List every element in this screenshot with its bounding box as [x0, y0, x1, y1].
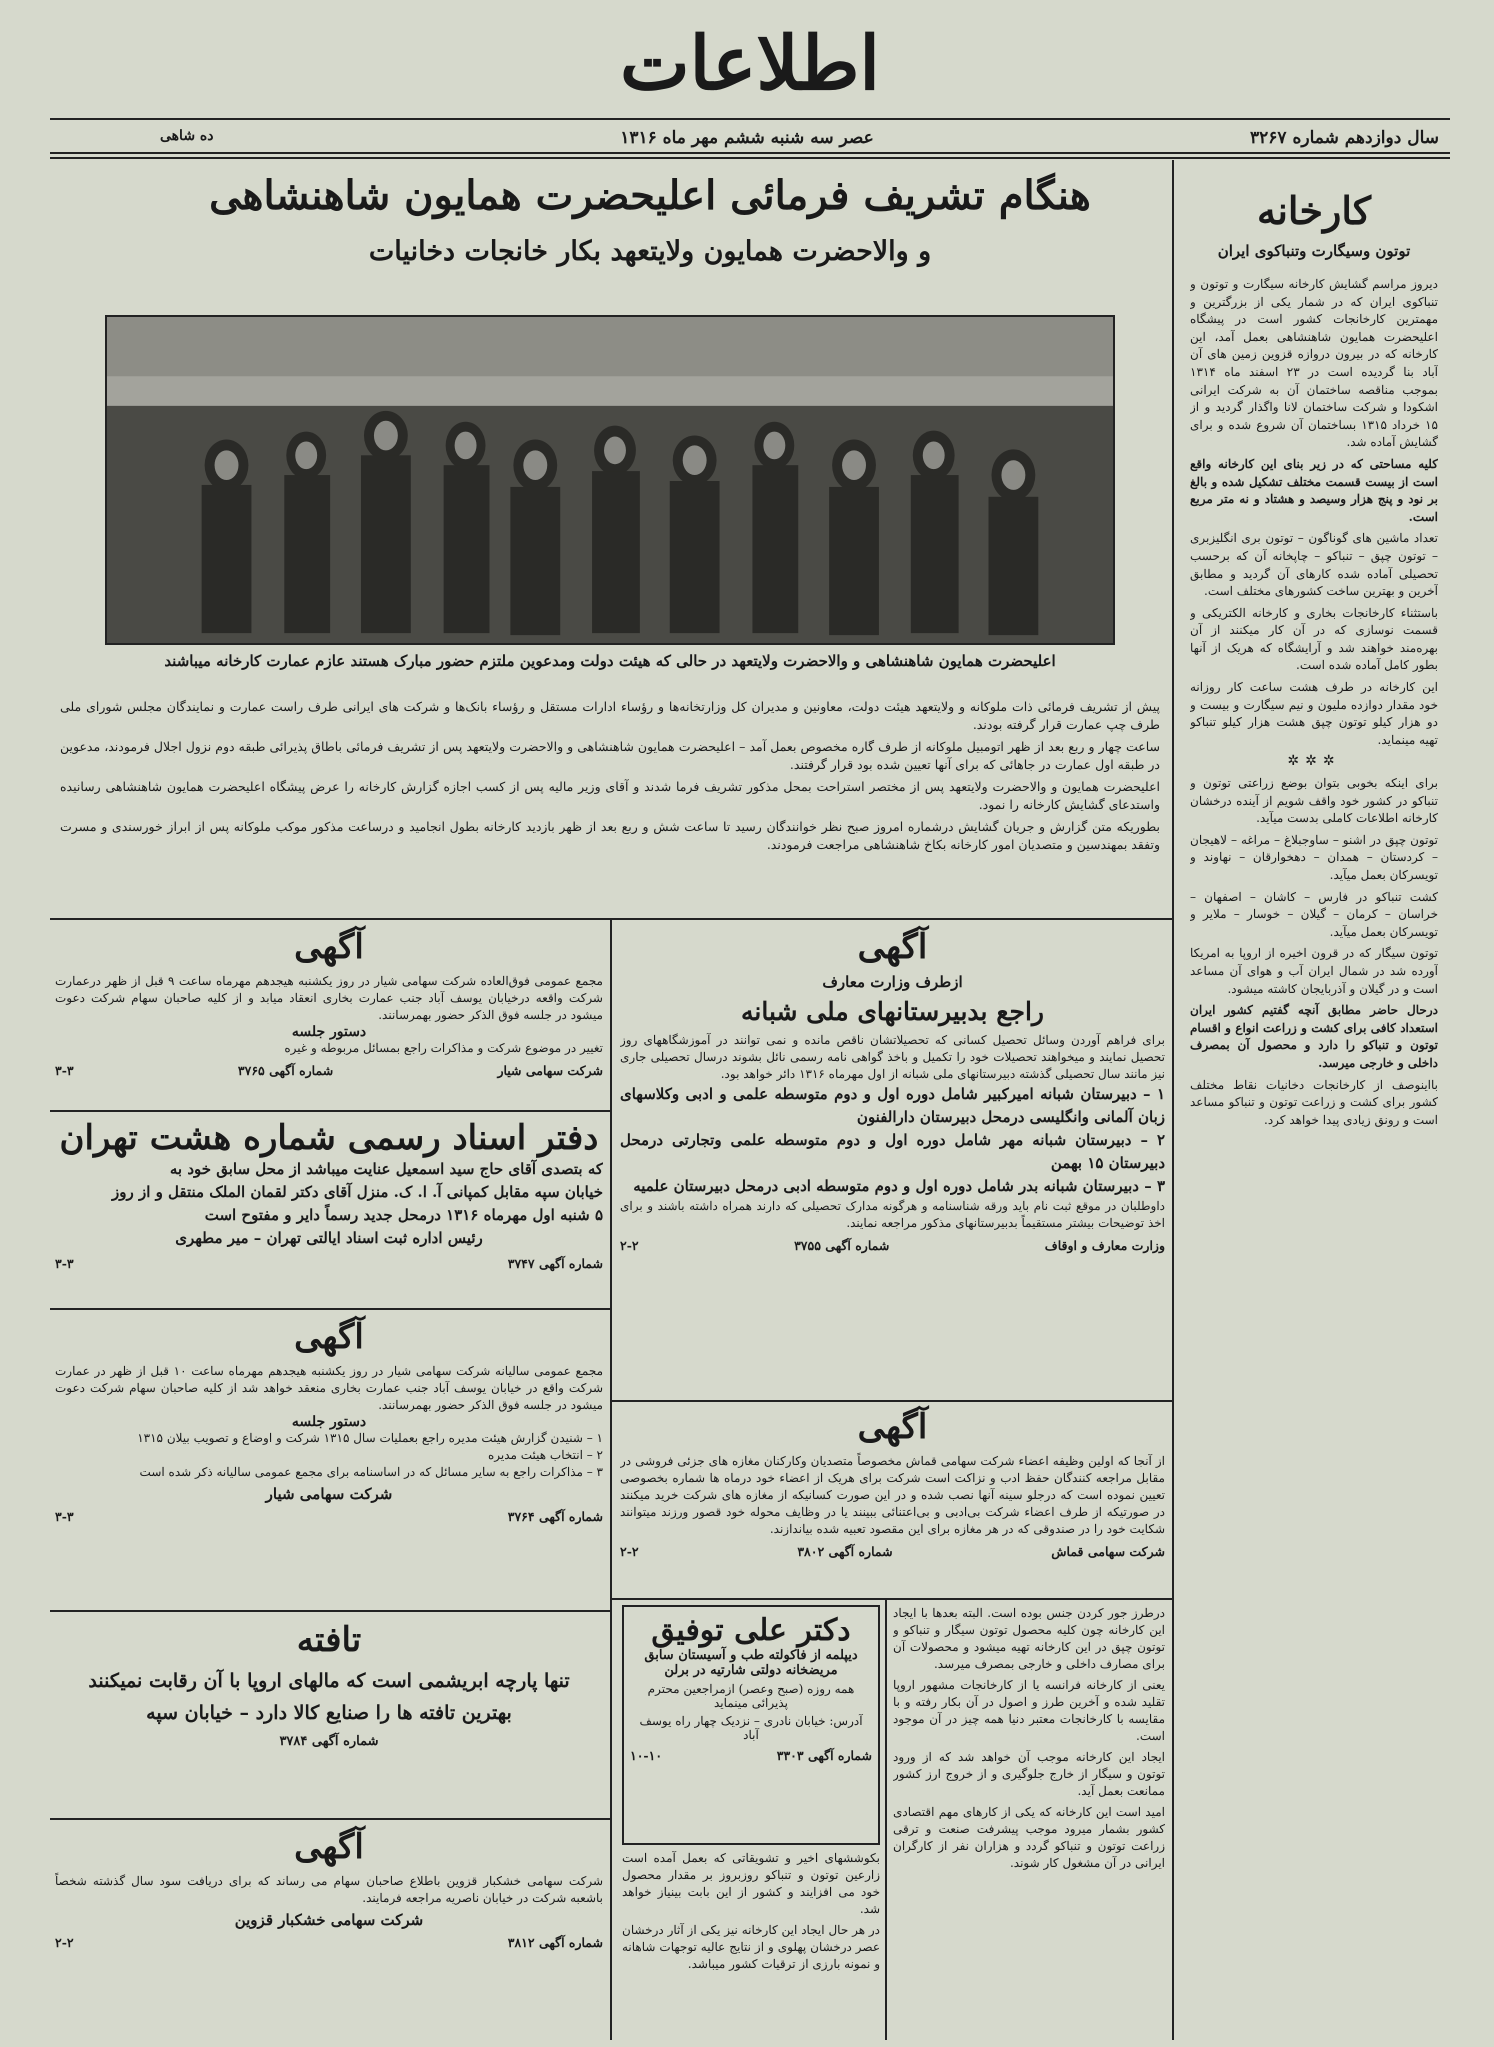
sidebar-paragraph: بااینوصف از کارخانجات دخانیات نقاط مختلف کشور برای کشت و زراعت توتون و تنباکو مساعد است و رونق زیادی پیدا خواهد کرد. [1190, 1077, 1438, 1127]
school-item: ۱ – دبیرستان شبانه امیرکبیر شامل دوره اول و دوم متوسطه علمی و ادبی وکلاسهای زبان آلمانی وانگلیسی درمحل دبیرستان دارالفنون [620, 1085, 1165, 1126]
issue-date: عصر سه شنبه ششم مهر ماه ۱۳۱۶ [620, 128, 874, 148]
ad-footer [620, 1544, 1165, 1559]
ad-title: تافته [296, 1620, 362, 1660]
ad-separator [50, 1818, 610, 1820]
sidebar-paragraph: این کارخانه در طرف هشت ساعت کار روزانه خود مقدار دوازده ملیون و نیم سیگارت و بیست و دو هزار کیلو توتون چپق هشت هزار کیلو تنباکو تهیه مینماید. [1190, 680, 1438, 747]
doctor-credential: دیپلمه از فاکولته طب و آسیستان سابق [644, 1648, 858, 1663]
ad-separator [50, 1110, 610, 1112]
issue-price: ده شاهی [160, 128, 214, 144]
ad-sign: شرکت سهامی شیار [265, 1485, 393, 1503]
continued-article-lower [622, 1850, 880, 2040]
sidebar-article [1190, 276, 1438, 2036]
lead-paragraph: ساعت چهار و ربع بعد از ظهر اتومبیل ملوکانه از طرف گاره مخصوص بعمل آمد – اعلیحضرت همایون شاهنشاهی و والاحضرت ولایتعهد پس از تشریف فرمائی باطاق پذیرائی طبقه دوم نزول اجلال فرمودند، مدعوین در طبقه اول عمارت در جاهائی که برای آنها تعیین شده بود قرار گرفتند. [60, 739, 1160, 772]
ad-sign: شرکت سهامی خشکبار قزوین [234, 1911, 424, 1929]
ad-title: آگهی [857, 927, 928, 967]
sidebar-paragraph: کلیه مساحتی که در زیر بنای این کارخانه واقع است از بیست قسمت مختلف تشکیل شده و بالغ بر نود و پنج هزار وسیصد و هشتاد و نه متر مربع است. [1190, 456, 1438, 524]
continued-paragraph: در هر حال ایجاد این کارخانه نیز یکی از آثار درخشان عصر درخشان پهلوی و از نتایج عالیه توجهات شاهانه و نمونه بارزی از ترقیات کشور میباشد. [622, 1923, 880, 1971]
ad-ref: شماره آگهی ۳۷۴۷ [507, 1256, 603, 1271]
ad-separator [50, 1308, 610, 1310]
ad-count: ۱۰-۱۰ [630, 1748, 663, 1763]
ad-shiar-annual [55, 1315, 603, 1605]
ad-ref: شماره آگهی ۳۷۸۴ [279, 1734, 379, 1749]
agenda-item: ۲ – انتخاب هیئت مدیره [487, 1448, 603, 1462]
sidebar-paragraph: تعداد ماشین های گوناگون – توتون بری انگلیزبری – توتون چپق – تنباکو – چاپخانه آن که برحسب تحصیلی آماده شده کارهای آن گردید و مطابق آخرین و بهترین ساخت کشورهای مختلف است. [1190, 531, 1438, 599]
header-rule-double [50, 157, 1450, 159]
sidebar-paragraph: درحال حاضر مطابق آنچه گفتیم کشور ایران استعداد کافی برای کشت و زراعت انواع و اقسام توتون و تنباکو را دارد و محصول آن بمصرف داخلی و خارجی میرسد. [1190, 1003, 1438, 1070]
column-divider-lower [885, 1600, 887, 2040]
ad-ref: شماره آگهی ۳۸۰۲ [797, 1544, 893, 1559]
ad-ref: شماره آگهی ۳۸۱۲ [507, 1935, 603, 1950]
issue-number: سال دوازدهم شماره ۳۲۶۷ [1250, 128, 1439, 148]
agenda-text: تغییر در موضوع شرکت و مذاکرات راجع بمسائل مربوطه و غیره [284, 1041, 603, 1055]
ad-footer [55, 1256, 603, 1271]
ad-sign: شرکت سهامی قماش [1051, 1544, 1165, 1559]
doctor-hours: همه روزه (صبح وعصر) ازمراجعین محترم پذیرائی مینماید [647, 1682, 855, 1710]
header-rule-top [50, 118, 1450, 120]
ad-footer [55, 1063, 603, 1078]
continued-paragraph: درطرز جور کردن جنس بوده است. البته بعدها با ایجاد این کارخانه چون کلیه محصول توتون سیگار و تنباکو و توتون چپق در این کارخانه تهیه میشود و محصولات آن برای مصارف داخلی و خارجی بمصرف میرسد. [893, 1606, 1165, 1671]
ad-count: ۲-۲ [620, 1544, 639, 1559]
lead-paragraph: بطوریکه متن گزارش و جریان گشایش درشماره امروز صبح نظر خوانندگان رسید تا ساعت شش و ربع بعد از ظهر بازدید کارخانه بطول انجامید و درساعت مذکور موکب ملوکانه پس از ابراز خورسندی و مسرت وتفقد بمهندسین و متصدیان امور کارخانه بکاخ شاهنشاهی مراجعت فرمودند. [60, 819, 1160, 852]
ad-title: آگهی [294, 1317, 364, 1357]
ad-ref: شماره آگهی ۳۷۵۵ [794, 1238, 890, 1253]
ad-footer [630, 1748, 872, 1763]
lead-article [60, 698, 1160, 920]
ad-separator [612, 1400, 1172, 1402]
sidebar-section-ornament: ✲✲✲ [1287, 753, 1341, 770]
school-item: ۲ – دبیرستان شبانه مهر شامل دوره اول و دوم متوسطه علمی وتجارتی درمحل دبیرستان ۱۵ بهمن [620, 1131, 1165, 1172]
ad-from: ازطرف وزارت معارف [822, 973, 963, 991]
agenda-item: ۱ – شنیدن گزارش هیئت مدیره راجع بعملیات سال ۱۳۱۵ شرکت و اوضاع و تصویب بیلان ۱۳۱۵ [137, 1431, 603, 1445]
ad-ref: شماره آگهی ۳۳۰۳ [776, 1748, 872, 1763]
lead-photo [105, 315, 1115, 645]
continued-paragraph: بکوششهای اخیر و تشویقاتی که بعمل آمده است زارعین توتون و تنباکو روزبروز بر مقدار محصول خود می افزایند و کشور از این بابت بینیاز خواهد شد. [622, 1851, 880, 1916]
ad-text: مجمع عمومی سالیانه شرکت سهامی شیار در روز یکشنبه هیجدهم مهرماه ساعت ۱۰ قبل از ظهر در عمارت شرکت واقع در خیابان یوسف آباد جنب عمارت بخاری منعقد خواهد شد از کلیه صاحبان سهام شرکت دعوت میشود در جلسه فوق الذکر حضور بهمرسانند. [55, 1364, 603, 1412]
ad-footer [620, 1238, 1165, 1253]
doctor-name: دکتر علی توفیق [651, 1613, 851, 1648]
ad-separator [50, 1610, 610, 1612]
ad-title: آگهی [294, 1827, 364, 1867]
ad-ministry-education [620, 925, 1165, 1395]
lead-paragraph: پیش از تشریف فرمائی ذات ملوکانه و ولایتعهد هیئت دولت، معاونین و مدیران کل وزارتخانه‌ها و رؤساء ادارات مستقل و رؤساء بانک‌ها و شرکت های ایرانی طرف راست عمارت و نمایندگان مجلس شورای ملی طرف چپ عمارت قرار گرفته بودند. [60, 699, 1160, 732]
ad-title: آگهی [857, 1407, 928, 1447]
ad-notary-office [55, 1118, 603, 1303]
notary-sign: رئیس اداره ثبت اسناد ایالتی تهران – میر مطهری [175, 1229, 483, 1247]
ad-doctor [622, 1605, 880, 1845]
ad-tafteh [55, 1618, 603, 1813]
ad-title: آگهی [294, 927, 364, 967]
ad-count: ۳-۳ [55, 1256, 74, 1271]
ad-ref: شماره آگهی ۳۷۶۵ [237, 1063, 334, 1078]
doctor-address: آدرس: خیابان نادری – نزدیک چهار راه یوسف آباد [639, 1714, 863, 1742]
ad-ref: شماره آگهی ۳۷۶۴ [507, 1509, 603, 1524]
ad-qomash [620, 1405, 1165, 1595]
ad-footer [55, 1935, 603, 1950]
lead-headline: هنگام تشریف فرمائی اعلیحضرت همایون شاهنشاهی [209, 172, 1091, 219]
lead-subheadline: و والاحضرت همایون ولایتعهد بکار خانجات دخانیات [368, 236, 932, 267]
sidebar-paragraph: توتون سیگار که در قرون اخیره از اروپا به امریکا آورده شد در شمال ایران آب و هوای آن مساعد است و در گیلان و آذربایجان کاشته میشود. [1190, 946, 1438, 996]
sidebar-paragraph: کشت تنباکو در فارس – کاشان – اصفهان – خراسان – کرمان – گیلان – خوسار – ملایر و تویسرکان بعمل میآید. [1190, 889, 1438, 939]
ad-text: از آنجا که اولین وظیفه اعضاء شرکت سهامی قماش مخصوصاً متصدیان وکارکنان مغازه های جزئی فروشی در مقابل مراجعه کنندگان حفظ ادب و نزاکت است شرکت برای هریک از اعضاء خود درماه ها شماره بخصوصی تعیین نموده است که درجلو سینه آنها نصب شده و در این صورت کسانیکه از مغازه های شرکت خرید میکنند در صورتیکه از طرف اعضاء شرکت بی‌ادبی و بی‌اعتنائی ببینند یا در وظایف محوله خود قصور ورزند میتوانند شکایت خود را در صندوقی که در هر مغازه برای این مقصود تعبیه شده بیاندازند. [620, 1454, 1165, 1536]
ad-text: برای فراهم آوردن وسائل تحصیل کسانی که تحصیلاتشان ناقص مانده و نمی توانند در آموزشگاههای روز تحصیل نمایند و میخواهند تحصیلات خود را تکمیل و باخذ گواهی نامه رسمی نائل بشوند درسال تحصیلی جاری نیز مانند سال تحصیلی گذشته دبیرستانهای ملی شبانه از اول مهرماه ۱۳۱۶ دائر خواهد بود. [620, 1033, 1165, 1081]
ad-shiar-extraordinary [55, 925, 603, 1105]
sidebar-paragraph: برای اینکه بخوبی بتوان بوضع زراعتی توتون و تنباکو در کشور خود واقف شویم از آینده درخشان کارخانه اطلاعات کاملی بدست میآید. [1190, 776, 1438, 826]
agenda-title: دستور جلسه [291, 1024, 367, 1040]
lead-paragraph: اعلیحضرت همایون و والاحضرت ولایتعهد پس از مختصر استراحت بمحل مذکور تشریف فرما شدند و آقای وزیر مالیه پس از کسب اجازه گزارش کارخانه را عرض پیشگاه اعلیحضرت همایون شاهنشاهی رسانیده واستدعای گشایش کارخانه را نمود. [60, 779, 1160, 812]
continued-article [893, 1605, 1165, 2040]
notary-line: ۵ شنبه اول مهرماه ۱۳۱۶ درمحل جدید رسماً دایر و مفتوح است [204, 1206, 603, 1224]
sidebar-paragraph: باستثناء کارخانجات بخاری و کارخانه الکتریکی و قسمت نوسازی که در آن کار میکنند از آن بهره‌مند خواهند شد و آرایشگاه که هریک از آنها بطور کامل آماده شده است. [1190, 605, 1438, 673]
ad-text: مجمع عمومی فوق‌العاده شرکت سهامی شیار در روز یکشنبه هیجدهم مهرماه ساعت ۹ قبل از ظهر درعمارت شرکت واقعه درخیابان یوسف آباد جنب عمارت بخاری انعقاد میابد و از کلیه صاحبان سهام شرکت دعوت میشود در جلسه فوق الذکر حضور بهمرسانند. [55, 974, 603, 1022]
sidebar-paragraph: توتون چپق در اشنو – ساوجبلاغ – مراغه – لاهیجان – کردستان – همدان – دهخوارقان – نهاوند و تویسرکان بعمل میآید. [1190, 832, 1438, 882]
ad-khoshkbar [55, 1825, 603, 2040]
ad-count: ۲-۲ [620, 1238, 639, 1253]
crowd-photo-illustration [107, 317, 1113, 643]
continued-paragraph: ایجاد این کارخانه موجب آن خواهد شد که از ورود توتون و سیگار از خارج جلوگیری و از خروج ارز کشور ممانعت بعمل آید. [893, 1750, 1165, 1798]
sidebar-divider [1172, 160, 1174, 2040]
ad-footer [55, 1509, 603, 1524]
ad-count: ۳-۳ [55, 1063, 74, 1078]
continued-paragraph: یعنی از کارخانه فرانسه یا از کارخانجات مشهور اروپا تقلید شده و آخرین طرز و اصول در آن بکار رفته و با مقایسه با کارخانجات معتبر دنیا همه چیز در آن موجود است. [893, 1678, 1165, 1743]
ad-separator [612, 1598, 1172, 1600]
header-rule-bottom [50, 152, 1450, 154]
newspaper-masthead: اطلاعات [620, 21, 880, 107]
school-item: ۳ – دبیرستان شبانه بدر شامل دوره اول و دوم متوسطه ادبی درمحل دبیرستان علمیه [633, 1177, 1165, 1195]
sidebar-paragraph: دیروز مراسم گشایش کارخانه سیگارت و توتون و تنباکوی ایران که در شمار یکی از بزرگترین و مهمترین کارخانجات کشور است در پیشگاه اعلیحضرت همایون شاهنشاهی بعمل آمد، این کارخانه که در بیرون دروازه قزوین زمین های آن آباد بنا گردیده است در ۲۳ اسفند ماه ۱۳۱۴ بموجب مناقصه ساختمان آن به شرکت ایرانی اشکودا و شرکت ساختمان لانا واگذار گردید و از ۱۵ خرداد ۱۳۱۵ بساختمان آن شروع شده و برای گشایش آماده شد. [1190, 277, 1438, 450]
sidebar-title: کارخانه [1256, 188, 1372, 233]
notary-line: که بتصدی آقای حاج سید اسمعیل عنایت میباشد از محل سابق خود به [169, 1160, 603, 1178]
ad-note: داوطلبان در موقع ثبت نام باید ورقه شناسنامه و هرگونه مدارک تحصیلی که دارند همراه داشته باشند و برای اخذ توضیحات بیشتر مستقیماً بدبیرستانهای مذکور مراجعه نمایند. [620, 1199, 1165, 1230]
doctor-credential: مریضخانه دولتی شارتیه در برلن [664, 1663, 838, 1678]
notary-title: دفتر اسناد رسمی شماره هشت تهران [59, 1118, 599, 1158]
ad-text: شرکت سهامی خشکبار قزوین باطلاع صاحبان سهام می رساند که برای دریافت سود سال گذشته شخصاً باشعبه شرکت در خیابان ناصریه مراجعه فرمایند. [55, 1874, 603, 1905]
ad-subject: راجع بدبیرستانهای ملی شبانه [740, 997, 1044, 1026]
ad-count: ۲-۲ [55, 1935, 74, 1950]
continued-paragraph: امید است این کارخانه که یکی از کارهای مهم اقتصادی کشور بشمار میرود موجب پیشرفت صنعت و ترقی زراعت توتون و تنباکو گردد و هزاران نفر از کارگران ایرانی در آن مشغول کار شوند. [893, 1805, 1165, 1870]
agenda-item: ۳ – مذاکرات راجع به سایر مسائل که در اساسنامه برای مجمع عمومی سالیانه ذکر شده است [139, 1465, 603, 1479]
lead-photo-caption: اعلیحضرت همایون شاهنشاهی و والاحضرت ولایتعهد در حالی که هیئت دولت ومدعوین ملتزم حضور مبارک هستند عازم عمارت کارخانه میباشند [164, 652, 1056, 670]
ad-sign: وزارت معارف و اوقاف [1044, 1238, 1165, 1253]
agenda-title: دستور جلسه [291, 1414, 367, 1430]
sidebar-subtitle: توتون وسیگارت وتنباکوی ایران [1217, 242, 1411, 260]
tafteh-line: تنها پارچه ابریشمی است که مالهای اروپا با آن رقابت نمیکنند [88, 1670, 570, 1692]
ad-sign: شرکت سهامی شیار [497, 1063, 603, 1078]
ad-count: ۳-۳ [55, 1509, 74, 1524]
notary-line: خیابان سپه مقابل کمپانی آ. ا. ک. منزل آقای دکتر لقمان الملک منتقل و از روز [112, 1183, 603, 1201]
column-divider-middle [610, 920, 612, 2040]
tafteh-line: بهترین تافته ها را صنایع کالا دارد – خیابان سپه [146, 1702, 512, 1724]
